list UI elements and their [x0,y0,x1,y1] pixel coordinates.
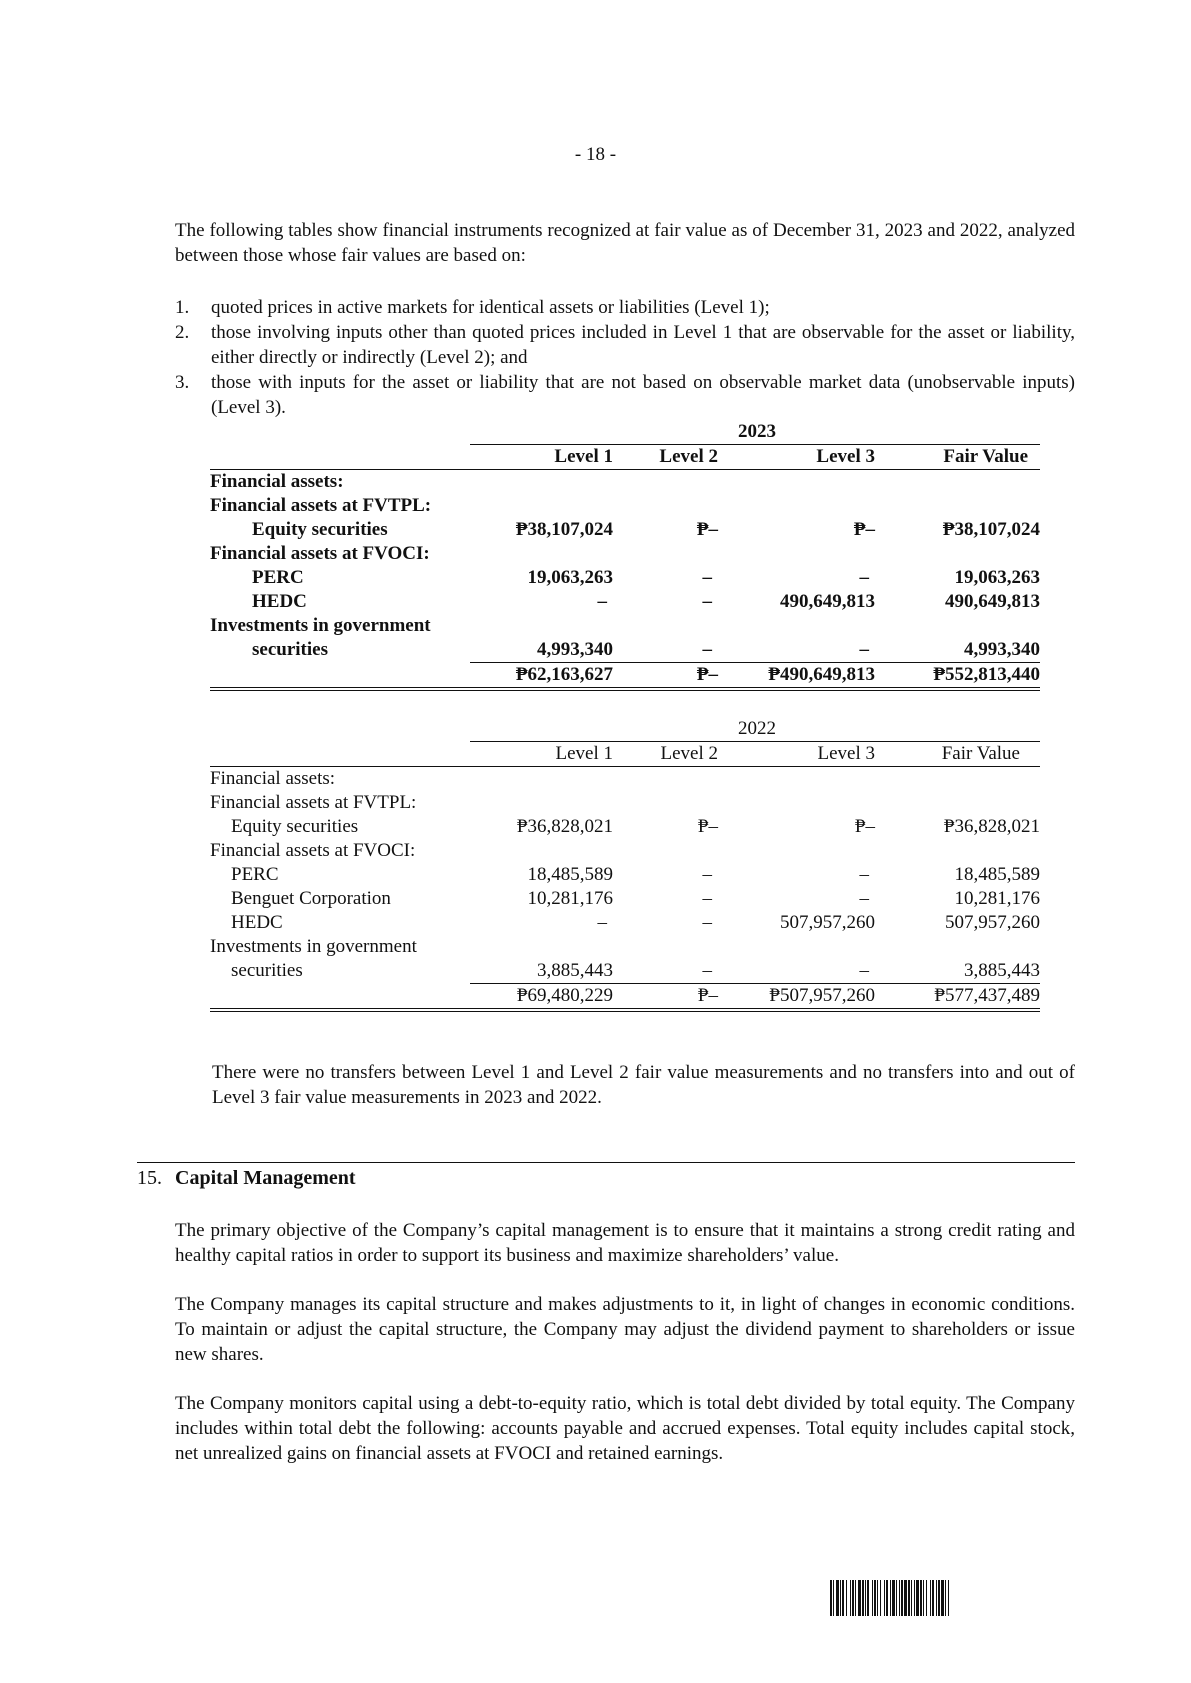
cell-level2: – [702,864,712,885]
total-fair-value: ₱577,437,489 [875,984,1040,1011]
list-number: 3. [175,372,190,393]
col-header-level3: Level 3 [718,742,875,767]
row-label: HEDC [252,591,307,612]
list-number: 2. [175,322,190,343]
cell-level2: – [702,567,712,588]
cell-level2: – [702,888,712,909]
cell-fair-value: ₱36,828,021 [943,816,1040,837]
list-number: 1. [175,297,190,318]
cell-level2: – [613,638,718,663]
cell-level1: 4,993,340 [470,638,613,663]
row-label: PERC [231,864,279,885]
table-row [210,839,1040,863]
cell-level1: – [597,912,607,933]
cell-fair-value: ₱38,107,024 [942,519,1040,540]
total-level2: ₱– [613,663,718,690]
col-header-level1: Level 1 [470,742,613,767]
list-item [175,295,1075,320]
total-row [210,984,1040,1011]
capital-paragraph-1: The primary objective of the Company’s capital management is to ensure that it maintains a strong credit rating and healthy capital ratios in order to support its business and maximize shareholders’ value. [175,1220,1075,1266]
cell-level3: – [718,959,875,984]
cell-level2: – [702,912,712,933]
section-number: 15. [137,1167,162,1189]
capital-paragraph-2: The Company manages its capital structure and makes adjustments to it, in light of changes in economic conditions. To maintain or adjust the capital structure, the Company may adjust the dividend payment to shareholders or issue new shares. [175,1294,1075,1365]
cell-level3: – [718,638,875,663]
table-row [210,767,1040,792]
table-row [210,887,1040,911]
cell-level3: ₱– [854,816,875,837]
row-label: Investments in government [210,936,417,957]
col-header-level1: Level 1 [470,445,613,470]
col-header-fair-value: Fair Value [875,445,1040,470]
total-row [210,663,1040,690]
table-year-row [210,717,1040,742]
cell-fair-value: 490,649,813 [945,591,1040,612]
row-label: HEDC [231,912,283,933]
row-label: securities [252,639,328,661]
table-row [210,911,1040,935]
cell-fair-value: 19,063,263 [954,567,1040,588]
row-label: Equity securities [252,519,388,540]
table-row [210,470,1040,495]
intro-paragraph: The following tables show financial instruments recognized at fair value as of December 31, 2023 and 2022, analyzed between those whose fair values are based on: [175,220,1075,266]
col-header-fair-value: Fair Value [875,742,1040,767]
section-divider [137,1162,1075,1163]
page-number: - 18 - [574,144,617,165]
total-fair-value: ₱552,813,440 [875,663,1040,690]
row-label: Financial assets at FVOCI: [210,543,430,564]
cell-level3: 490,649,813 [780,591,875,612]
list-text: quoted prices in active markets for identical assets or liabilities (Level 1); [211,297,770,318]
table-row [210,959,1040,984]
list-text: those involving inputs other than quoted prices included in Level 1 that are observable for the asset or liability, either directly or indirectly (Level 2); and [211,322,1075,368]
cell-level3: – [859,567,869,588]
table-year-row [210,420,1040,445]
cell-fair-value: 18,485,589 [954,864,1040,885]
table-header-row [210,742,1040,767]
section-heading [137,1167,356,1190]
row-label: Equity securities [231,816,359,837]
total-level3: ₱490,649,813 [718,663,875,690]
cell-level3: ₱– [853,519,875,540]
cell-level2: – [613,959,718,984]
table-row [210,791,1040,815]
list-item [175,370,1075,420]
list-text: those with inputs for the asset or liability that are not based on observable market data (unobservable inputs) (Level 3). [211,372,1075,418]
cell-level1: ₱38,107,024 [515,519,613,540]
list-item [175,320,1075,370]
cell-fair-value: 3,885,443 [875,959,1040,984]
cell-level2: ₱– [696,519,718,540]
cell-fair-value: 10,281,176 [954,888,1040,909]
table-year: 2022 [470,717,1040,742]
cell-level1: 10,281,176 [527,888,613,909]
table-year: 2023 [470,420,1040,445]
cell-level1: 3,885,443 [470,959,613,984]
table-row [210,614,1040,638]
col-header-level3: Level 3 [718,445,875,470]
table-row [210,518,1040,542]
table-row [210,590,1040,614]
row-label: Financial assets at FVOCI: [210,840,416,861]
col-header-level2: Level 2 [613,742,718,767]
cell-level1: – [597,591,607,612]
total-level1: ₱62,163,627 [470,663,613,690]
row-label: Financial assets: [210,768,336,789]
table-row [210,638,1040,663]
cell-fair-value: 507,957,260 [945,912,1040,933]
table-row [210,566,1040,590]
col-header-level2: Level 2 [613,445,718,470]
cell-level3: – [859,888,869,909]
cell-level1: 19,063,263 [527,567,613,588]
row-label: PERC [252,567,304,588]
table-row [210,863,1040,887]
total-level3: ₱507,957,260 [718,984,875,1011]
section-title: Capital Management [175,1167,356,1189]
cell-level1: 18,485,589 [527,864,613,885]
transfer-note: There were no transfers between Level 1 and Level 2 fair value measurements and no transfers into and out of Level 3 fair value measurements in 2023 and 2022. [212,1062,1075,1108]
table-row [210,542,1040,566]
cell-level2: – [702,591,712,612]
cell-level3: 507,957,260 [780,912,875,933]
fair-value-table-2022 [210,717,1040,1012]
table-header-row [210,445,1040,470]
total-level2: ₱– [613,984,718,1011]
row-label: Financial assets: [210,471,344,492]
table-row [210,935,1040,959]
cell-level1: ₱36,828,021 [516,816,613,837]
total-level1: ₱69,480,229 [470,984,613,1011]
barcode-image [830,1580,1075,1616]
row-label: Investments in government [210,615,431,636]
cell-level2: ₱– [697,816,718,837]
row-label: Benguet Corporation [231,888,391,909]
cell-fair-value: 4,993,340 [875,638,1040,663]
table-row [210,494,1040,518]
fair-value-levels-list [175,295,1075,420]
row-label: securities [231,960,303,982]
cell-level3: – [859,864,869,885]
table-row [210,815,1040,839]
barcode-bar [949,1580,951,1616]
row-label: Financial assets at FVTPL: [210,495,432,516]
fair-value-table-2023 [210,420,1040,691]
row-label: Financial assets at FVTPL: [210,792,417,813]
capital-paragraph-3: The Company monitors capital using a debt-to-equity ratio, which is total debt divided by total equity. The Company includes within total debt the following: accounts payable and accrued expenses. Total equity includes capital stock, net unrealized gains on financial assets at FVOCI and retained earnings. [175,1393,1075,1464]
